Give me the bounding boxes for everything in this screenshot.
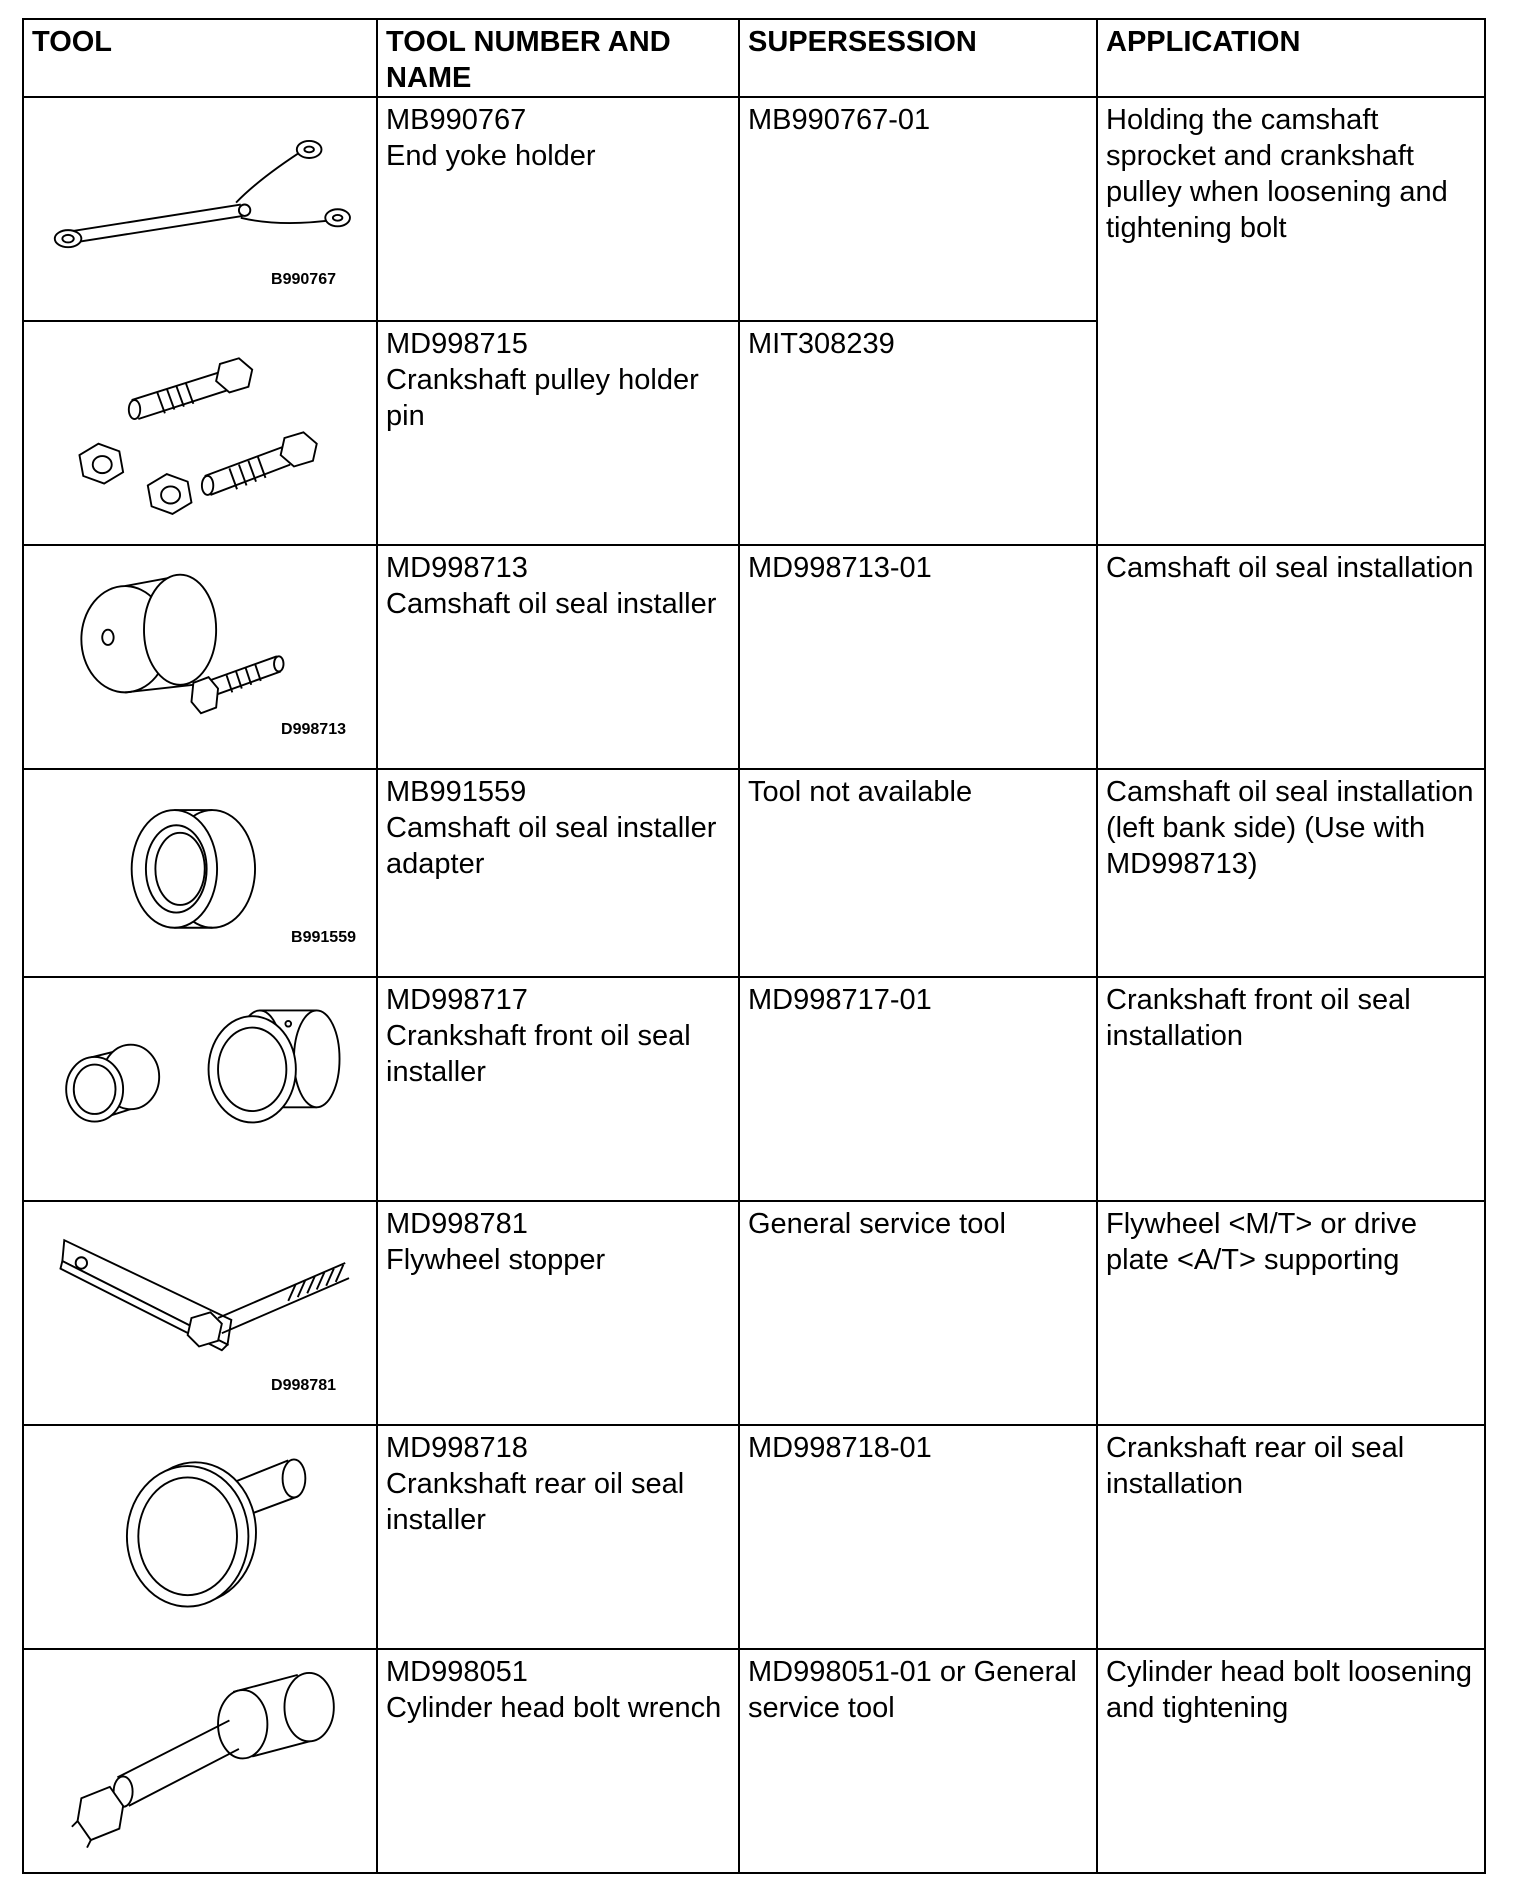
tool-number-cell bbox=[377, 769, 739, 977]
front-seal-installer-icon bbox=[32, 982, 368, 1195]
table-row bbox=[23, 977, 1485, 1201]
tool-number-cell bbox=[377, 545, 739, 769]
tool-image-cell bbox=[23, 1201, 377, 1425]
tool-number: MD998717 bbox=[386, 984, 528, 1016]
tool-name: Crankshaft rear oil seal installer bbox=[386, 1468, 685, 1536]
tool-image-cell bbox=[23, 545, 377, 769]
tool-number-cell bbox=[377, 1201, 739, 1425]
tool-image-cell bbox=[23, 977, 377, 1201]
table-row bbox=[23, 1425, 1485, 1649]
supersession-cell: MIT308239 bbox=[739, 321, 1097, 545]
tool-image-cell bbox=[23, 321, 377, 545]
application-cell: Camshaft oil seal installation bbox=[1097, 545, 1485, 769]
tool-code-label: B990767 bbox=[271, 271, 336, 288]
tool-name: Cylinder head bolt wrench bbox=[386, 1692, 722, 1724]
application-cell: Camshaft oil seal installation (left bank side) (Use with MD998713) bbox=[1097, 769, 1485, 977]
tool-image-cell bbox=[23, 769, 377, 977]
application-cell: Holding the camshaft sprocket and crankshaft pulley when loosening and tightening bolt bbox=[1097, 97, 1485, 545]
tool-number-cell bbox=[377, 1649, 739, 1873]
application-cell: Flywheel <M/T> or drive plate <A/T> supporting bbox=[1097, 1201, 1485, 1425]
tool-number: MD998713 bbox=[386, 552, 528, 584]
supersession-cell: MD998713-01 bbox=[739, 545, 1097, 769]
tool-image-cell bbox=[23, 1649, 377, 1873]
tool-number: MD998715 bbox=[386, 328, 528, 360]
supersession-cell: MD998717-01 bbox=[739, 977, 1097, 1201]
head-bolt-wrench-icon bbox=[32, 1654, 368, 1867]
supersession-cell: MD998051-01 or General service tool bbox=[739, 1649, 1097, 1873]
tool-number-cell bbox=[377, 1425, 739, 1649]
tool-image-cell bbox=[23, 1425, 377, 1649]
header-row bbox=[23, 19, 1485, 97]
tool-number: MD998718 bbox=[386, 1432, 528, 1464]
tool-number-cell bbox=[377, 321, 739, 545]
holder-pin-icon bbox=[32, 326, 368, 539]
rear-seal-installer-icon bbox=[32, 1430, 368, 1643]
application-cell: Crankshaft rear oil seal installation bbox=[1097, 1425, 1485, 1649]
tool-name: Flywheel stopper bbox=[386, 1244, 606, 1276]
tool-name: End yoke holder bbox=[386, 140, 596, 172]
supersession-cell: Tool not available bbox=[739, 769, 1097, 977]
header-application: APPLICATION bbox=[1097, 19, 1485, 97]
table-row bbox=[23, 1649, 1485, 1873]
special-tools-table bbox=[22, 18, 1486, 1874]
tool-code-label: B991559 bbox=[291, 929, 356, 946]
table-row bbox=[23, 545, 1485, 769]
header-supersession: SUPERSESSION bbox=[739, 19, 1097, 97]
tool-code-label: D998713 bbox=[281, 721, 346, 738]
supersession-cell: MB990767-01 bbox=[739, 97, 1097, 321]
tool-image-cell bbox=[23, 97, 377, 321]
supersession-cell: General service tool bbox=[739, 1201, 1097, 1425]
header-tool-number: TOOL NUMBER AND NAME bbox=[377, 19, 739, 97]
tool-number: MD998781 bbox=[386, 1208, 528, 1240]
application-cell: Cylinder head bolt loosening and tightening bbox=[1097, 1649, 1485, 1873]
tool-number-cell bbox=[377, 97, 739, 321]
tool-number: MB991559 bbox=[386, 776, 527, 808]
tool-number-cell bbox=[377, 977, 739, 1201]
tool-number: MB990767 bbox=[386, 104, 527, 136]
tool-code-label: D998781 bbox=[271, 1377, 336, 1394]
table-row bbox=[23, 97, 1485, 321]
tool-number: MD998051 bbox=[386, 1656, 528, 1688]
table-row bbox=[23, 769, 1485, 977]
tool-name: Camshaft oil seal installer bbox=[386, 588, 717, 620]
header-tool: TOOL bbox=[23, 19, 377, 97]
tool-name: Camshaft oil seal installer adapter bbox=[386, 812, 717, 880]
application-cell: Crankshaft front oil seal installation bbox=[1097, 977, 1485, 1201]
table-row bbox=[23, 1201, 1485, 1425]
tool-name: Crankshaft front oil seal installer bbox=[386, 1020, 691, 1088]
tool-name: Crankshaft pulley holder pin bbox=[386, 364, 699, 432]
supersession-cell: MD998718-01 bbox=[739, 1425, 1097, 1649]
